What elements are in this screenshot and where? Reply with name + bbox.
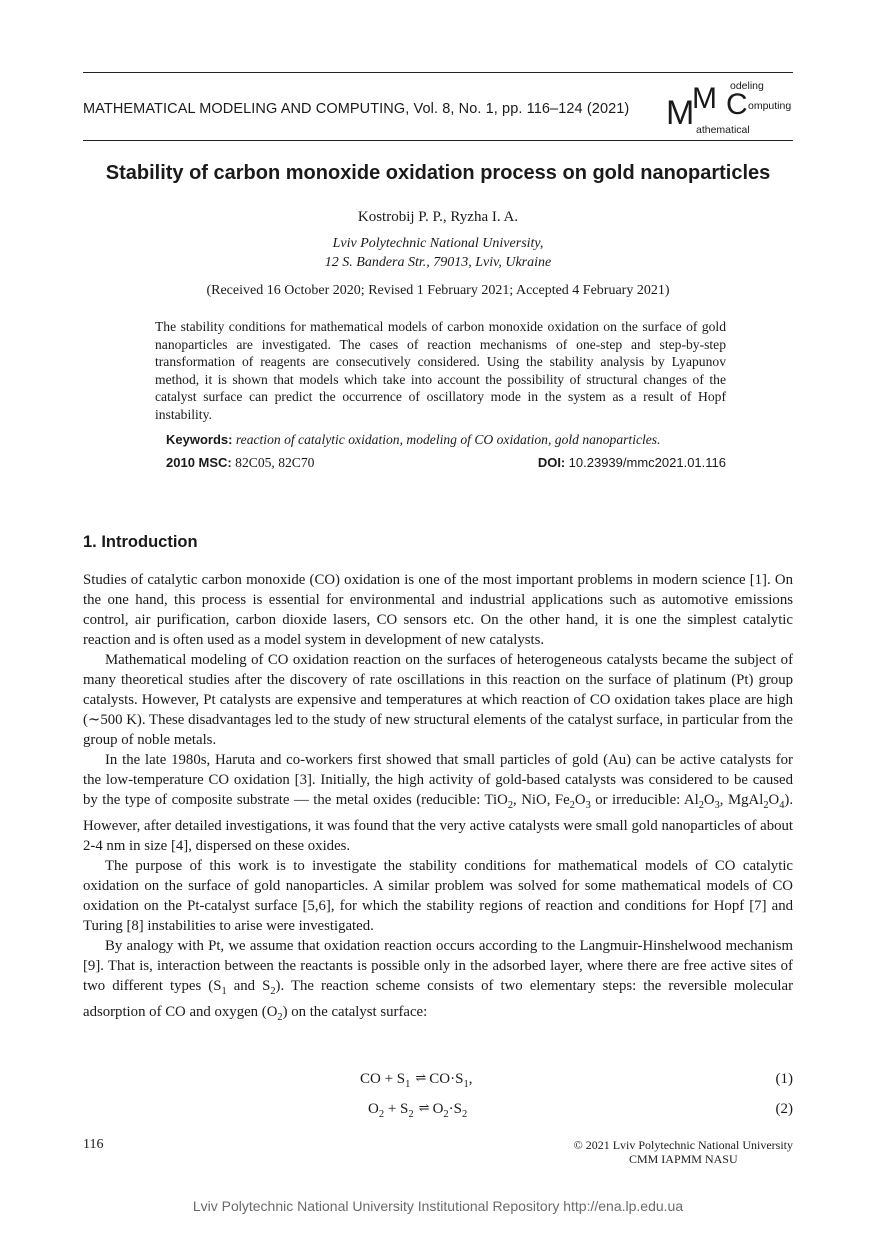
paper-title: Stability of carbon monoxide oxidation process on gold nanoparticles [105,162,771,184]
keywords-label: Keywords: [166,432,233,447]
abstract: The stability conditions for mathematical models of carbon monoxide oxidation on the surface of gold nanoparticles are investigated. The cases of reaction mechanisms of one-step and step-by-step transformation of reagents are consecutively considered. Using the stability analysis by Lyapunov method, it is shown that models which take into account the possibility of structural changes of the catalyst surface can predict the occurrence of oscillatory mode in the system as a result of Hopf instability. [155,319,726,422]
section-heading: 1. Introduction [83,533,198,551]
logo-letter-m1: M [666,94,695,132]
doi-label: DOI: [537,455,566,470]
msc-value: 82C05, 82C70 [235,455,315,470]
logo-word-computing: omputing [748,100,792,112]
header-bottom-rule [83,140,793,141]
journal-logo [666,78,796,140]
doi-link[interactable]: 10.23939/mmc2021.01.116 [568,455,726,470]
paragraph-2: Mathematical modeling of CO oxidation reaction on the surfaces of heterogeneous catalysts became the subject of many theoretical studies after the discovery of rate oscillations in this reaction on the surface of platinum (Pt) group catalysts. However, Pt catalysts are expensive and temperatures at which reaction of CO oxidation takes place are high (∼500 K). These disadvantages led to the study of new structural elements of the catalyst surface, in particular from the group of noble metals. [83,652,793,748]
top-rule [83,72,793,73]
logo-word-mathematical: athematical [696,124,750,136]
equation-1-number: (1) [775,1071,793,1087]
journal-header: MATHEMATICAL MODELING AND COMPUTING, Vol. 8, No. 1, pp. 116–124 (2021) [83,101,630,117]
msc-codes [166,455,314,471]
doi [538,455,726,471]
affiliation-line-1: Lviv Polytechnic National University, [332,236,544,251]
equation-1: CO + $S_1$ ⇌ $CO\cdot S_1$, [360,1070,473,1090]
paragraph-4: The purpose of this work is to investigate the stability conditions for mathematical models of CO catalytic oxidation on the surface of gold nanoparticles. A similar problem was solved for some mathematical models of CO oxidation on the Pt-catalyst surface [5,6], for which the stability regions of reaction and conditions for Hopf [7] and Turing [8] instabilities to arise were investigated. [83,857,793,934]
equation-2-number: (2) [775,1101,793,1117]
logo-letter-m2: M [692,82,717,115]
reversible-arrow-icon: ⇌ [418,1100,428,1115]
page-number: 116 [83,1137,104,1152]
repository-footer[interactable]: Lviv Polytechnic National University Institutional Repository http://ena.lp.edu.ua [192,1198,684,1214]
paragraph-5: By analogy with Pt, we assume that oxidation reaction occurs according to the Langmuir-Hinshelwood mechanism [9]. That is, interaction between the reactants is possible only in the adsorbed layer, where there are free active sites of two different types ($S_1$ and $S_2$). The reaction scheme consists of two elementary steps: the reversible molecular adsorption of CO and oxygen $(O_2)$ on the catalyst surface: [83,937,793,1023]
copyright-line-2: CMM IAPMM NASU [628,1152,738,1166]
logo-letter-c: C [726,88,748,121]
received-dates: (Received 16 October 2020; Revised 1 February 2021; Accepted 4 February 2021) [206,283,670,298]
msc-label: 2010 MSC: [166,455,232,470]
paragraph-1: Studies of catalytic carbon monoxide (CO) oxidation is one of the most important problems in modern science [1]. On the one hand, this process is essential for environmental and industrial applications such as automotive emissions control, air purification, carbon dioxide lasers, CO sensors etc. On the other hand, it is one the simplest catalytic reaction and is often used as a model system in development of new catalysts. [83,572,793,648]
copyright [574,1138,793,1166]
affiliation-line-2: 12 S. Bandera Str., 79013, Lviv, Ukraine [324,255,552,270]
paragraph-3: In the late 1980s, Haruta and co-workers first showed that small particles of gold (Au) can be active catalysts for the low-temperature CO oxidation [3]. Initially, the high activity of gold-based catalysts was considered to be caused by the type of composite substrate — the metal oxides (reducible: TiO$_2$, NiO, $Fe_2O_3$ or irreducible: $Al_2O_3$, $MgAl_2O_4$). However, after detailed investigations, it was found that the very active catalysts were small gold nanoparticles of about 2-4 nm in size [4], dispersed on these oxides. [83,752,794,854]
logo-word-modeling: odeling [730,80,764,92]
authors: Kostrobij P. P., Ryzha I. A. [357,209,519,225]
copyright-line-1: © 2021 Lviv Polytechnic National University [573,1138,793,1152]
keywords [166,432,661,448]
reversible-arrow-icon: ⇌ [415,1070,425,1085]
introduction-body [83,570,793,1028]
equation-2: $O_2 + S_2$ ⇌ $O_2\cdot S_2$ [368,1100,468,1120]
keywords-value: reaction of catalytic oxidation, modeling of CO oxidation, gold nanoparticles. [235,432,661,447]
